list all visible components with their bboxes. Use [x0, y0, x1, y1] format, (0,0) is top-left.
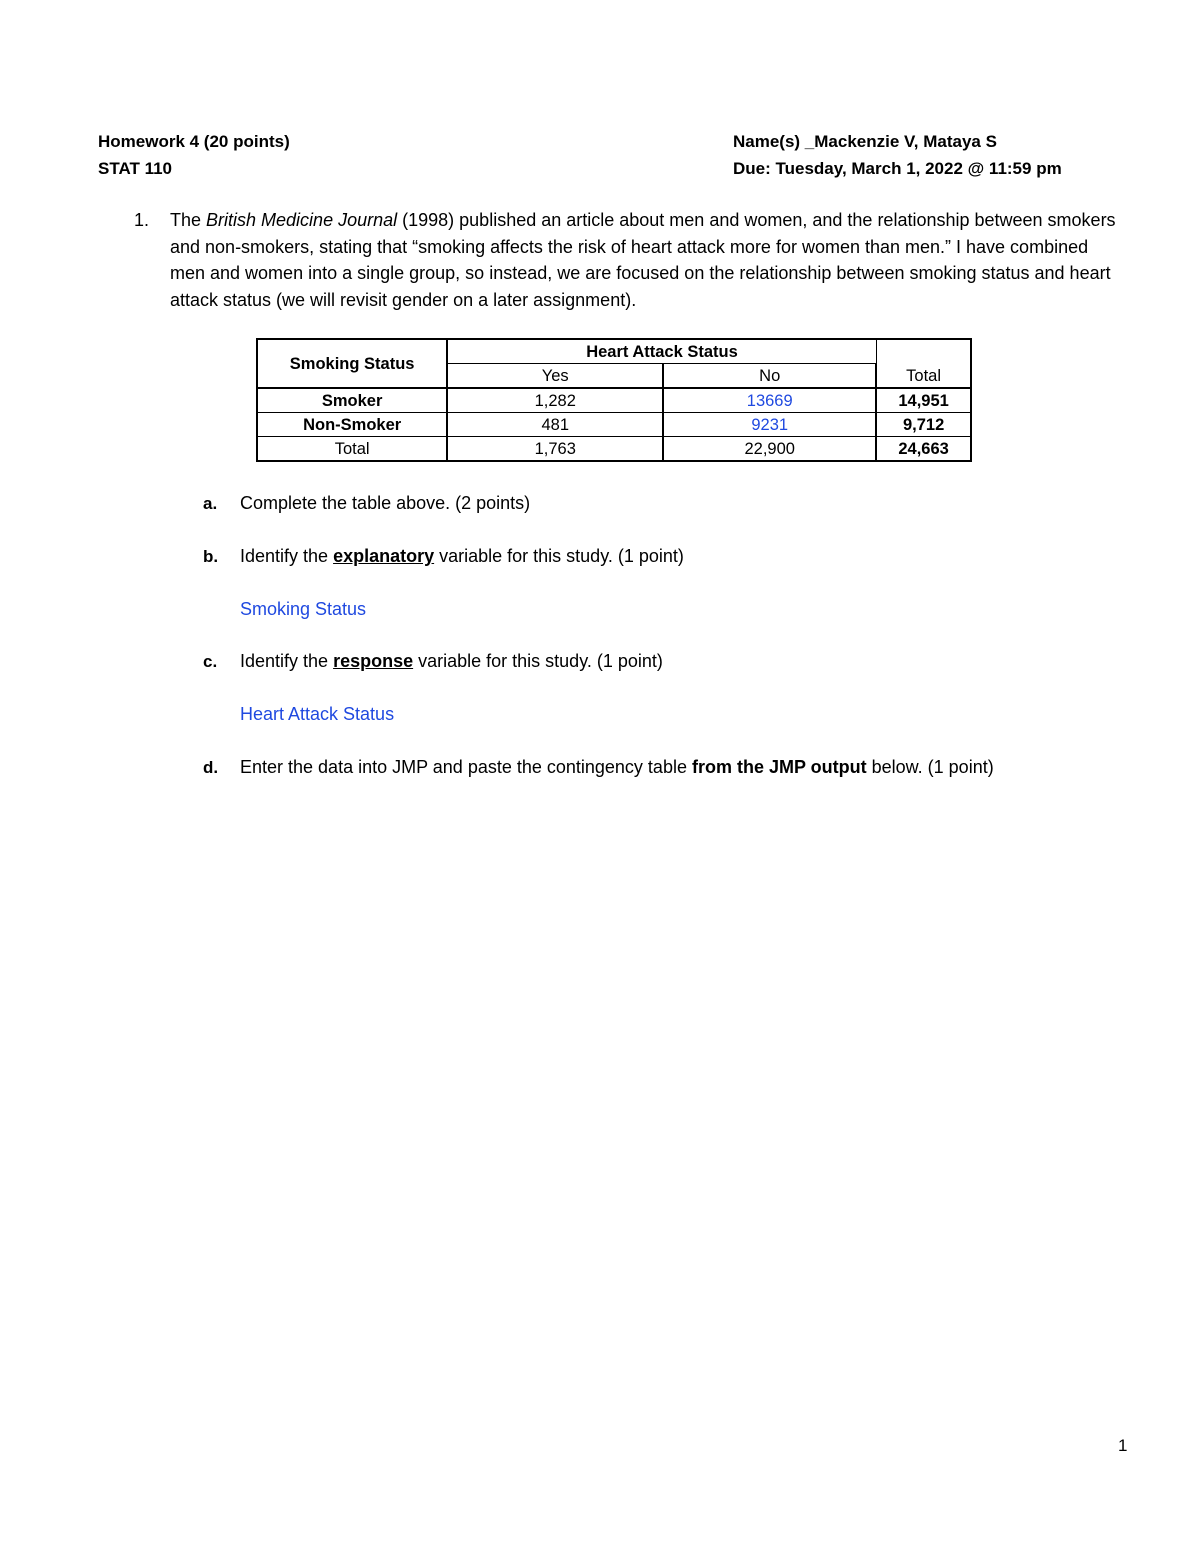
row-header-cell: Smoking Status	[257, 339, 447, 388]
part-a-letter: a.	[203, 494, 218, 513]
part-d-text	[240, 757, 994, 778]
question-1-number: 1.	[134, 210, 150, 230]
table-row	[257, 437, 971, 462]
cell-total: 9,712	[876, 413, 971, 437]
part-b-letter: b.	[203, 547, 219, 566]
row-label: Non-Smoker	[257, 413, 447, 437]
part-b-pre: Identify the	[240, 546, 334, 566]
part-c-post: variable for this study. (1 point)	[413, 651, 663, 671]
col-yes-header: Yes	[447, 364, 663, 389]
part-c-pre: Identify the	[240, 651, 334, 671]
part-d-key: from the JMP output	[691, 757, 867, 777]
col-group-header: Heart Attack Status	[447, 339, 876, 364]
course-code: STAT 110	[98, 159, 173, 178]
cell-no: 22,900	[663, 437, 876, 462]
contingency-table	[256, 338, 972, 462]
cell-yes: 1,763	[447, 437, 663, 462]
cell-total: 14,951	[876, 388, 971, 413]
part-b-text	[240, 546, 684, 567]
part-b-key: explanatory	[333, 546, 435, 566]
page-number: 1	[1118, 1436, 1128, 1455]
col-no-header: No	[663, 364, 876, 389]
row-label: Total	[257, 437, 447, 462]
part-c-key: response	[333, 651, 414, 671]
part-b-post: variable for this study. (1 point)	[434, 546, 684, 566]
cell-no: 13669	[663, 388, 876, 413]
part-c-text	[240, 651, 663, 672]
part-c-letter: c.	[203, 652, 218, 671]
part-c-answer: Heart Attack Status	[240, 704, 395, 724]
part-d-post: below. (1 point)	[866, 757, 994, 777]
part-d-pre: Enter the data into JMP and paste the contingency table	[240, 757, 692, 777]
cell-yes: 481	[447, 413, 663, 437]
part-d-letter: d.	[203, 758, 219, 777]
table-row	[257, 413, 971, 437]
col-total-header: Total	[876, 339, 971, 388]
question-1-text	[170, 207, 1120, 313]
table-row	[257, 388, 971, 413]
question-1-text-pre: The	[170, 210, 207, 230]
cell-no: 9231	[663, 413, 876, 437]
due-date: Due: Tuesday, March 1, 2022 @ 11:59 pm	[733, 159, 1062, 178]
row-label: Smoker	[257, 388, 447, 413]
journal-name: British Medicine Journal	[206, 210, 398, 230]
part-a-text: Complete the table above. (2 points)	[240, 493, 531, 513]
homework-title: Homework 4 (20 points)	[98, 132, 290, 151]
part-b-answer: Smoking Status	[240, 599, 367, 619]
student-names: Name(s) _Mackenzie V, Mataya S	[733, 132, 997, 151]
question-1-text-post: (1998) published an article about men and women, and the relationship between smokers and non-smokers, stating that “smoking affects the risk of heart attack more for women than men.” I have combined men and women into a single group, so instead, we are focused on the relationship between smoking status and heart attack status (we will revisit gender on a later assignment).	[170, 210, 1116, 310]
cell-total: 24,663	[876, 437, 971, 462]
cell-yes: 1,282	[447, 388, 663, 413]
